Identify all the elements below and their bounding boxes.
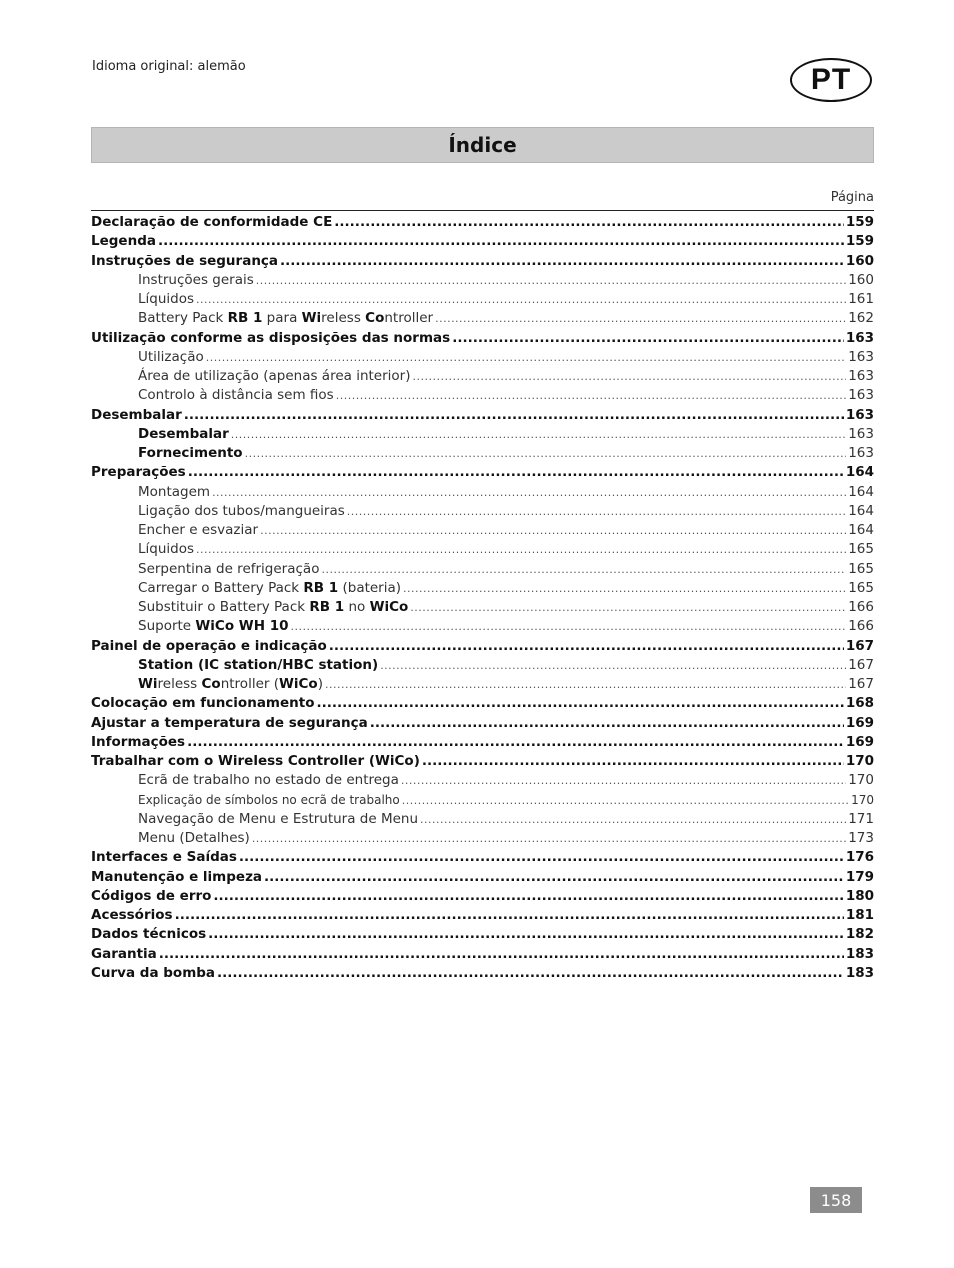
toc-entry-page: 162: [848, 310, 874, 327]
toc-entry-title: Ecrã de trabalho no estado de entrega: [138, 772, 399, 789]
toc-dot-leader: [380, 656, 846, 675]
toc-entry[interactable]: [91, 406, 874, 425]
toc-entry-title-part: Battery Pack: [138, 310, 228, 327]
toc-entry-title: Área de utilização (apenas área interior): [138, 368, 411, 384]
toc-entry-title: Legenda: [91, 233, 156, 250]
toc-entry-page: 167: [845, 637, 874, 654]
toc-entry-title-part: RB 1: [227, 310, 263, 327]
toc-entry-title-part: Carregar o Battery Pack: [138, 579, 304, 596]
toc-entry-page: 163: [848, 425, 874, 442]
toc-subentry[interactable]: [91, 656, 874, 675]
toc-entry-page: 169: [845, 714, 874, 731]
toc-subentry[interactable]: [91, 309, 874, 328]
page-title: Índice: [448, 133, 517, 157]
toc-dot-leader: [420, 810, 846, 829]
toc-dot-leader: [158, 232, 844, 251]
toc-entry-page: 163: [845, 406, 874, 423]
toc-entry-title: Menu (Detalhes): [138, 830, 250, 846]
toc-entry-title: Líquidos: [138, 541, 195, 558]
toc-entry-title: Montagem: [138, 483, 211, 500]
toc-entry-title-part: WiCo WH 10: [195, 618, 289, 635]
toc-dot-leader: [175, 906, 844, 925]
toc-entry-page: 163: [848, 368, 874, 384]
toc-dot-leader: [410, 598, 846, 617]
toc-dot-leader: [370, 714, 844, 733]
toc-dot-leader: [422, 752, 844, 771]
toc-entry-page: 164: [845, 464, 874, 481]
toc-entry-title: Ligação dos tubos/mangueiras: [138, 502, 345, 519]
toc-dot-leader: [260, 521, 846, 540]
toc-entry-page: 164: [848, 502, 874, 519]
toc-entry-page: 181: [845, 907, 874, 923]
toc-entry-title: Informações: [91, 733, 186, 750]
toc-entry[interactable]: [91, 964, 874, 983]
toc-entry-title-part: RB 1: [309, 599, 345, 615]
toc-entry-title-part: no: [344, 599, 370, 615]
toc-entry-title: Serpentina de refrigeração: [138, 560, 320, 577]
toc-entry-title: [138, 617, 288, 636]
language-badge: PT: [790, 58, 872, 102]
toc-subentry[interactable]: [91, 444, 874, 463]
toc-entry-title: Navegação de Menu e Estrutura de Menu: [138, 810, 419, 827]
toc-dot-leader: [334, 213, 844, 232]
toc-entry-title: [138, 598, 408, 617]
toc-entry[interactable]: [91, 945, 874, 964]
page-column-header: Página: [830, 190, 874, 205]
toc-entry-title-part: Co: [201, 676, 221, 692]
toc-subentry[interactable]: [91, 560, 874, 579]
toc-subentry[interactable]: [91, 502, 874, 521]
toc-dot-leader: [280, 252, 844, 271]
toc-dot-leader: [208, 925, 844, 944]
toc-dot-leader: [252, 829, 846, 848]
toc-entry[interactable]: [91, 733, 874, 752]
toc-dot-leader: [159, 945, 844, 964]
toc-entry-page: 165: [848, 579, 874, 596]
toc-entry-page: 166: [848, 599, 874, 615]
toc-entry[interactable]: [91, 752, 874, 771]
toc-entry-page: 170: [851, 792, 874, 807]
toc-dot-leader: [187, 733, 844, 752]
toc-entry-title-part: Substituir o Battery Pack: [138, 599, 310, 615]
toc-subentry[interactable]: [91, 521, 874, 540]
toc-subentry[interactable]: [91, 598, 874, 617]
toc-entry-title-part: Suporte: [138, 618, 196, 635]
toc-entry[interactable]: [91, 887, 874, 906]
toc-dot-leader: [231, 425, 846, 444]
toc-subentry[interactable]: [91, 771, 874, 790]
toc-dot-leader: [264, 868, 844, 887]
toc-entry-page: 167: [848, 656, 874, 673]
toc-subentry[interactable]: [91, 425, 874, 444]
toc-entry-page: 165: [848, 541, 874, 558]
toc-entry-page: 182: [845, 926, 874, 943]
toc-entry-title: Curva da bomba: [91, 964, 216, 981]
toc-entry[interactable]: [91, 925, 874, 944]
toc-entry-page: 179: [845, 868, 874, 885]
toc-dot-leader: [317, 694, 844, 713]
toc-dot-leader: [206, 348, 846, 367]
title-bar: [91, 127, 874, 163]
toc-entry[interactable]: [91, 232, 874, 251]
toc-dot-leader: [256, 271, 846, 290]
toc-entry-page: 170: [848, 772, 874, 789]
toc-entry-title: Desembalar: [138, 425, 229, 442]
toc-entry-title-part: (bateria): [338, 579, 402, 596]
toc-entry-title: Ajustar a temperatura de segurança: [91, 714, 368, 731]
toc-dot-leader: [196, 540, 846, 559]
toc-entry[interactable]: [91, 637, 874, 656]
toc-entry-title: Utilização conforme as disposições das normas: [91, 329, 451, 346]
toc-entry-title: Utilização: [138, 348, 204, 365]
toc-dot-leader: [245, 444, 847, 463]
toc-entry-page: 183: [845, 964, 874, 981]
toc-entry-page: 163: [845, 329, 874, 346]
toc-dot-leader: [435, 309, 846, 328]
toc-entry-page: 164: [848, 522, 874, 538]
toc-entry[interactable]: [91, 329, 874, 348]
toc-dot-leader: [212, 483, 846, 502]
toc-entry-title: Garantia: [91, 945, 157, 962]
toc-entry-title: Controlo à distância sem fios: [138, 387, 334, 404]
toc-dot-leader: [412, 367, 846, 386]
toc-entry-title: Líquidos: [138, 291, 195, 307]
toc-entry-title-part: reless: [321, 310, 366, 327]
toc-entry[interactable]: [91, 463, 874, 482]
toc-subentry[interactable]: [91, 617, 874, 636]
toc-dot-leader: [329, 637, 844, 656]
toc-entry[interactable]: [91, 906, 874, 925]
toc-subentry[interactable]: [91, 290, 874, 309]
toc-entry-title: [138, 579, 401, 598]
toc-entry-title: Manutenção e limpeza: [91, 868, 263, 885]
toc-dot-leader: [336, 386, 847, 405]
toc-entry-title-part: WiCo: [278, 676, 318, 692]
toc-entry-page: 165: [848, 560, 874, 577]
toc-entry-title-part: WiCo: [369, 599, 409, 615]
toc-entry-title: Trabalhar com o Wireless Controller (WiCo): [91, 753, 420, 769]
toc-entry-title: Instruções gerais: [138, 271, 254, 288]
toc-dot-leader: [290, 617, 846, 636]
toc-subentry[interactable]: [91, 540, 874, 559]
toc-entry-page: 167: [848, 676, 874, 692]
toc-subentry[interactable]: [91, 348, 874, 367]
toc-entry-page: 163: [848, 387, 874, 404]
toc-entry-page: 173: [848, 830, 874, 846]
toc-entry[interactable]: [91, 694, 874, 713]
toc-subentry[interactable]: [91, 791, 874, 810]
toc-entry[interactable]: [91, 252, 874, 271]
toc-dot-leader: [452, 329, 844, 348]
toc-entry-page: 180: [845, 887, 874, 904]
toc-entry[interactable]: [91, 848, 874, 867]
toc-dot-leader: [217, 964, 844, 983]
toc-subentry[interactable]: [91, 829, 874, 848]
toc-entry-title: Dados técnicos: [91, 926, 207, 943]
toc-entry-title-part: Co: [365, 310, 385, 327]
toc-dot-leader: [321, 560, 846, 579]
toc-entry-title: Acessórios: [91, 907, 173, 923]
page-number: 158: [810, 1187, 862, 1213]
toc-dot-leader: [347, 502, 846, 521]
toc-entry-title-part: Wi: [138, 676, 158, 692]
toc-entry-page: 163: [848, 445, 874, 461]
toc-entry-page: 176: [845, 849, 874, 866]
toc-entry-page: 183: [845, 945, 874, 962]
toc-entry-page: 161: [848, 291, 874, 307]
toc-entry-title: Encher e esvaziar: [138, 522, 259, 538]
toc-entry-page: 164: [848, 483, 874, 500]
toc-entry-page: 170: [845, 753, 874, 769]
toc-subentry[interactable]: [91, 675, 874, 694]
toc-dot-leader: [213, 887, 843, 906]
toc-entry-title: Station (IC station/HBC station): [138, 656, 379, 673]
toc-subentry[interactable]: [91, 810, 874, 829]
toc-dot-leader: [184, 406, 844, 425]
toc-entry-page: 166: [848, 618, 874, 635]
toc-dot-leader: [188, 463, 844, 482]
toc-dot-leader: [401, 771, 846, 790]
toc-subentry[interactable]: [91, 579, 874, 598]
toc-entry-title: Preparações: [91, 464, 186, 481]
toc-entry-title-part: ntroller: [384, 310, 434, 327]
original-language-note: Idioma original: alemão: [92, 59, 246, 74]
toc-entry-page: 168: [845, 695, 874, 712]
toc-entry-title: Interfaces e Saídas: [91, 849, 237, 866]
toc-dot-leader: [325, 675, 846, 694]
toc-entry-title: Desembalar: [91, 406, 182, 423]
toc-entry-title: Explicação de símbolos no ecrã de trabalho: [138, 792, 400, 807]
toc-entry-title: Painel de operação e indicação: [91, 637, 327, 654]
toc-dot-leader: [239, 848, 844, 867]
toc-entry-page: 160: [848, 271, 874, 288]
toc-entry-page: 169: [845, 733, 874, 750]
toc-entry-title-part: ntroller (: [220, 676, 279, 692]
toc-subentry[interactable]: [91, 483, 874, 502]
header-rule: [91, 210, 874, 211]
toc-entry[interactable]: [91, 213, 874, 232]
toc-dot-leader: [402, 791, 849, 810]
toc-subentry[interactable]: [91, 367, 874, 386]
toc-dot-leader: [196, 290, 846, 309]
toc-entry-page: 159: [845, 214, 874, 230]
toc-subentry[interactable]: [91, 271, 874, 290]
toc-entry-page: 160: [845, 252, 874, 269]
toc-entry-title: Colocação em funcionamento: [91, 695, 315, 712]
toc-entry-title-part: RB 1: [303, 579, 339, 596]
toc-entry-title: Códigos de erro: [91, 887, 212, 904]
toc-entry-title: [138, 675, 323, 694]
toc-entry-page: 171: [848, 810, 874, 827]
toc-dot-leader: [403, 579, 846, 598]
toc-entry[interactable]: [91, 714, 874, 733]
toc-subentry[interactable]: [91, 386, 874, 405]
toc-entry-title: Fornecimento: [138, 445, 243, 461]
toc-entry[interactable]: [91, 868, 874, 887]
toc-entry-title: [138, 309, 433, 328]
toc-entry-title-part: ): [317, 676, 323, 692]
toc-entry-title-part: reless: [157, 676, 202, 692]
table-of-contents: [91, 213, 874, 983]
toc-entry-page: 163: [848, 348, 874, 365]
toc-entry-page: 159: [845, 233, 874, 250]
toc-entry-title-part: Wi: [301, 310, 322, 327]
toc-entry-title: Instruções de segurança: [91, 252, 279, 269]
toc-entry-title: Declaração de conformidade CE: [91, 214, 333, 230]
toc-entry-title-part: para: [262, 310, 302, 327]
